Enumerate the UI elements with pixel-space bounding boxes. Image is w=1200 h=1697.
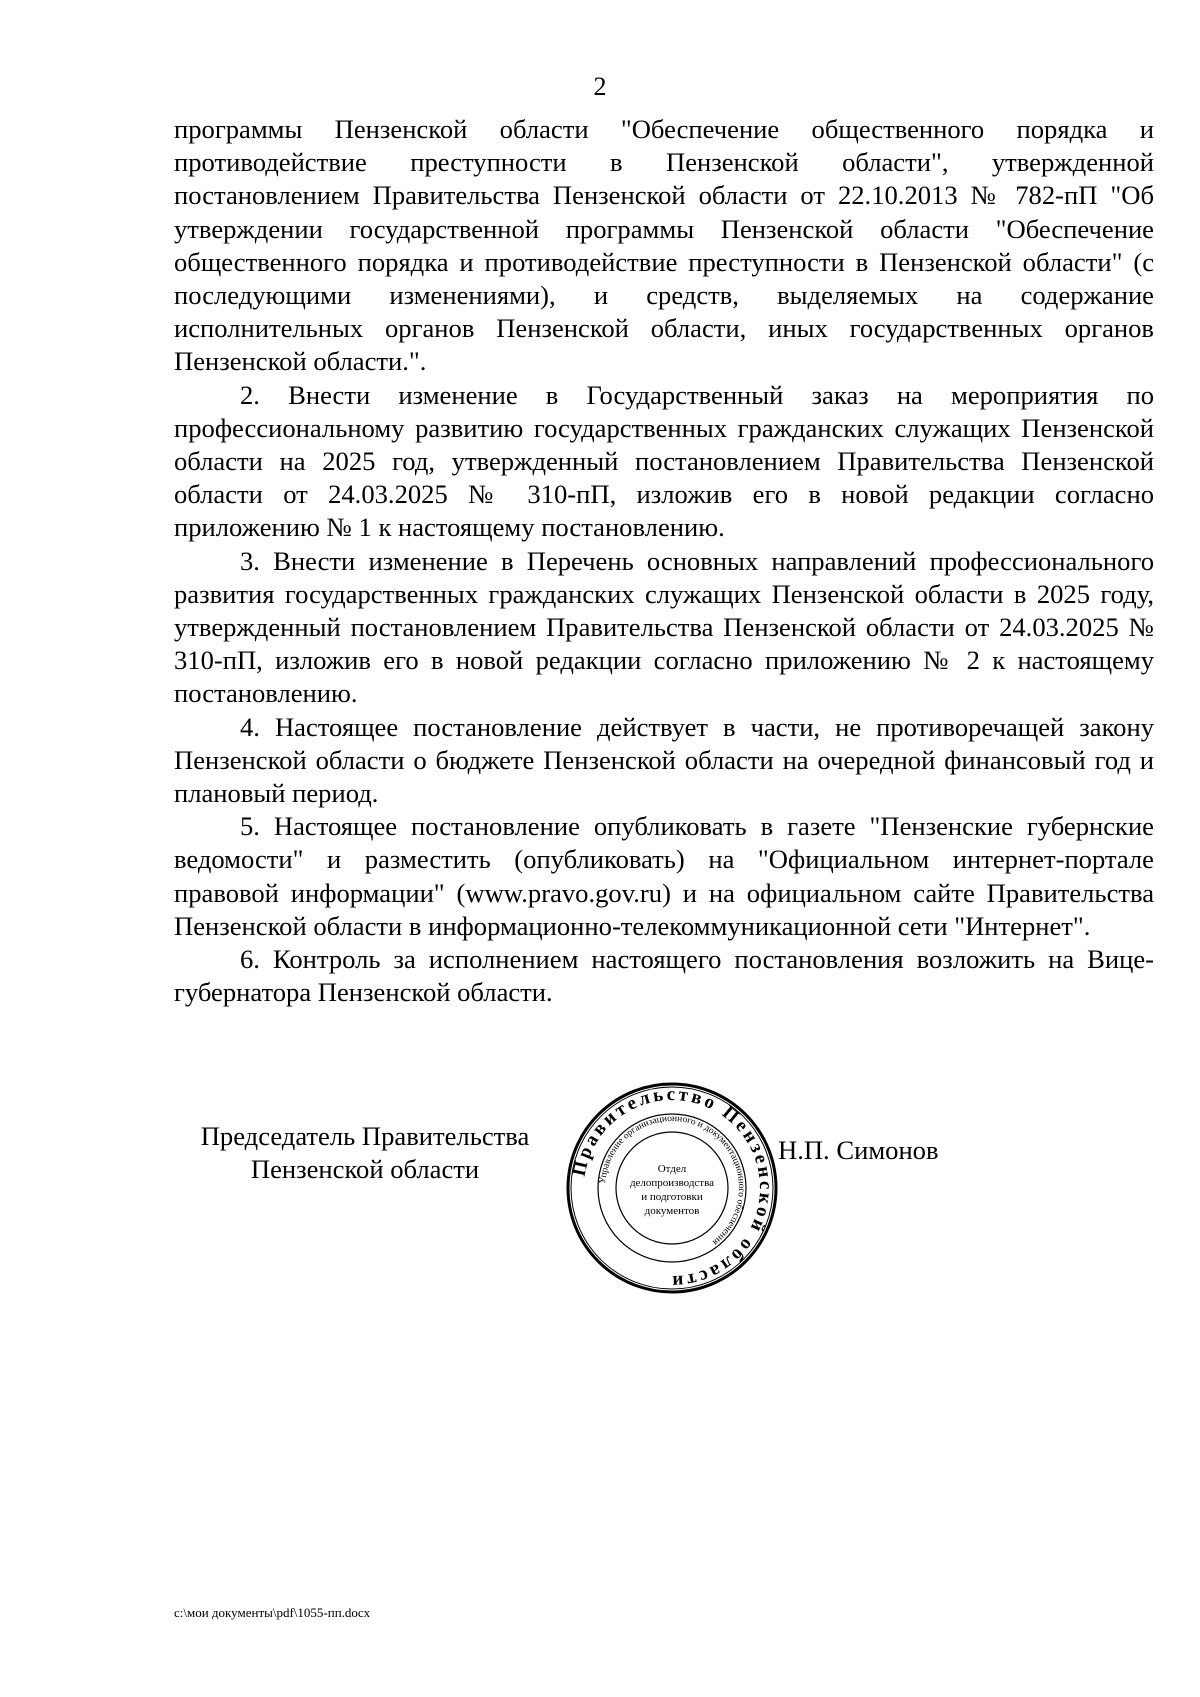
- paragraph-item-4: 4. Настоящее постановление действует в части, не противоречащей закону Пензенской области о бюджете Пензенской области на очередной финансовый год и плановый период.: [174, 711, 1154, 809]
- document-body: [174, 113, 1154, 1009]
- paragraph-item-3: 3. Внести изменение в Перечень основных направлений профессионального развития государственных гражданских служащих Пензенской области в 2025 году, утвержденный постановлением Правительства Пензенской области от 24.03.2025 № 310-пП, изложив его в новой редакции согласно приложению № 2 к настоящему постановлению.: [174, 545, 1154, 709]
- seal-center-line-2: делопроизводства: [629, 1177, 715, 1189]
- seal-center-line-4: документов: [644, 1205, 700, 1217]
- paragraph-continuation: программы Пензенской области "Обеспечение общественного порядка и противодействие преступности в Пензенской области", утвержденной постановлением Правительства Пензенской области от 22.10.2013 № 782-пП "Об утверждении государственной программы Пензенской области "Обеспечение общественного порядка и противодействие преступности в Пензенской области" (с последующими изменениями), и средств, выделяемых на содержание исполнительных органов Пензенской области, иных государственных органов Пензенской области.".: [174, 114, 1154, 377]
- signatory-title: [180, 1120, 550, 1186]
- seal-center-line-1: Отдел: [657, 1163, 687, 1175]
- signatory-name: Н.П. Симонов: [778, 1135, 939, 1165]
- page-number: 2: [593, 72, 607, 101]
- signatory-title-line-2: Пензенской области: [250, 1154, 480, 1184]
- seal-outer-text: Правительство Пензенской области: [568, 1083, 777, 1293]
- paragraph-item-6: 6. Контроль за исполнением настоящего постановления возложить на Вице-губернатора Пензенской области.: [174, 944, 1154, 1008]
- signatory-title-line-1: Председатель Правительства: [200, 1121, 530, 1151]
- footer-file-path: c:\мои документы\pdf\1055-пп.docx: [174, 1605, 371, 1620]
- official-seal-stamp: [562, 1078, 782, 1298]
- paragraph-item-2: 2. Внести изменение в Государственный заказ на мероприятия по профессиональному развитию государственных гражданских служащих Пензенской области на 2025 год, утвержденный постановлением Правительства Пензенской области от 24.03.2025 № 310-пП, изложив его в новой редакции согласно приложению № 1 к настоящему постановлению.: [174, 379, 1154, 543]
- paragraph-item-5: 5. Настоящее постановление опубликовать в газете "Пензенские губернские ведомости" и разместить (опубликовать) на "Официальном интернет-портале правовой информации" (www.pravo.gov.ru) и на официальном сайте Правительства Пензенской области в информационно-телекоммуникационной сети "Интернет".: [174, 811, 1154, 941]
- seal-inner-ring-text: Управление организационного и документационного обеспечения: [598, 1113, 747, 1248]
- seal-center-line-3: и подготовки: [641, 1191, 703, 1203]
